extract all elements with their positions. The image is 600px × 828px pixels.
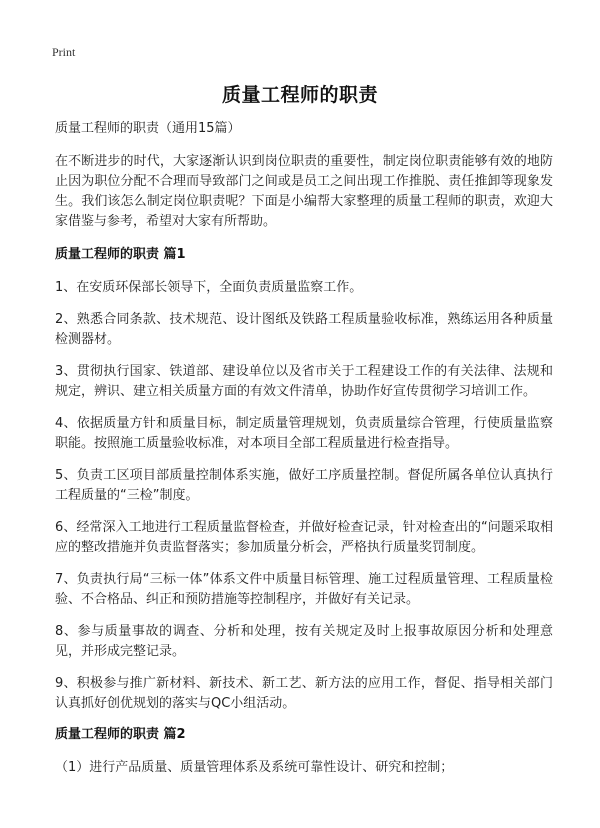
list-item: 9、积极参与推广新材料、新技术、新工艺、新方法的应用工作，督促、指导相关部门认真抓好创优规划的落实与QC小组活动。 [55,676,553,711]
section-heading-2: 质量工程师的职责 篇2 [55,727,186,742]
article-subtitle: 质量工程师的职责（通用15篇） [55,121,241,136]
intro-paragraph: 在不断进步的时代，大家逐渐认识到岗位职责的重要性，制定岗位职责能够有效的地防止因为职位分配不合理而导致部门之间或是员工之间出现工作推脱、责任推卸等现象发生。我们该怎么制定岗位职责呢？下面是小编帮大家整理的质量工程师的职责，欢迎大家借鉴与参考，希望对大家有所帮助。 [55,154,553,229]
article-body [55,120,553,790]
list-item: （1）进行产品质量、质量管理体系及系统可靠性设计、研究和控制； [55,760,454,775]
list-item: 3、贯彻执行国家、铁道部、建设单位以及省市关于工程建设工作的有关法律、法规和规定，辨识、建立相关质量方面的有效文件清单，协助作好宣传贯彻学习培训工作。 [55,364,553,399]
list-item: 6、经常深入工地进行工程质量监督检查，并做好检查记录，针对检查出的“问题采取相应的整改措施并负责监督落实；参加质量分析会，严格执行质量奖罚制度。 [55,520,553,555]
page-title: 质量工程师的职责 [221,84,378,106]
list-item: 4、依据质量方针和质量目标，制定质量管理规划，负责质量综合管理，行使质量监察职能。按照施工质量验收标准，对本项目全部工程质量进行检查指导。 [55,416,553,451]
print-link[interactable]: Print [52,45,76,59]
list-item: 7、负责执行局“三标一体”体系文件中质量目标管理、施工过程质量管理、工程质量检验、不合格品、纠正和预防措施等控制程序，并做好有关记录。 [55,572,553,607]
list-item: 5、负责工区项目部质量控制体系实施，做好工序质量控制。督促所属各单位认真执行工程质量的“三检”制度。 [55,468,553,503]
section-heading-1: 质量工程师的职责 篇1 [55,247,186,262]
list-item: 1、在安质环保部长领导下，全面负责质量监察工作。 [55,280,363,295]
list-item: 2、熟悉合同条款、技术规范、设计图纸及铁路工程质量验收标准，熟练运用各种质量检测器材。 [55,312,553,347]
list-item: 8、参与质量事故的调查、分析和处理，按有关规定及时上报事故原因分析和处理意见，并形成完整记录。 [55,624,553,659]
